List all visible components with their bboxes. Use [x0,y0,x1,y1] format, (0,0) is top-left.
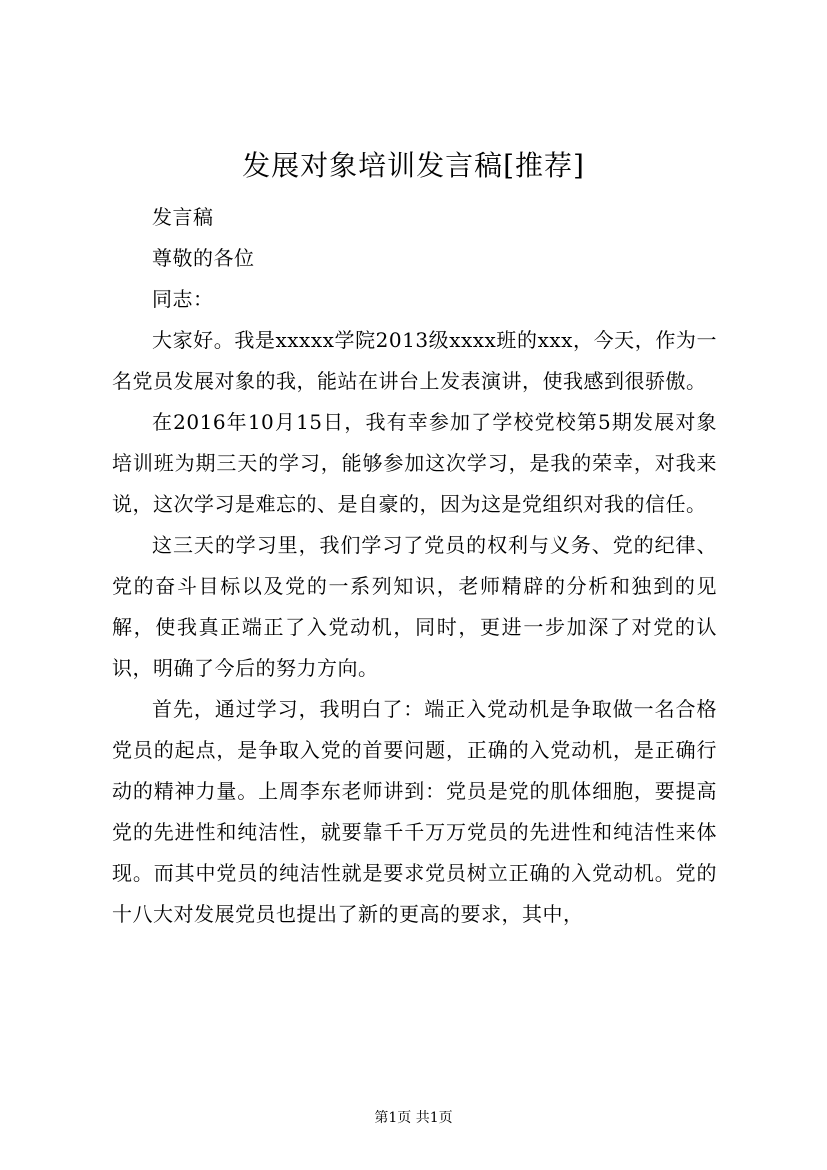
paragraph-greeting: 大家好。我是xxxxx学院2013级xxxx班的xxx，今天，作为一名党员发展对象的我，能站在讲台上发表演讲，使我感到很骄傲。 [112,328,717,393]
paragraph-salutation: 尊敬的各位 [152,246,255,270]
page-number-footer: 第1页 共1页 [374,1110,453,1126]
document-body [112,197,717,935]
paragraph-training-date: 在2016年10月15日，我有幸参加了学校党校第5期发展对象培训班为期三天的学习，能够参加这次学习，是我的荣幸，对我来说，这次学习是难忘的、是自豪的，因为这是党组织对我的信任。 [112,410,717,516]
paragraph-motivation: 首先，通过学习，我明白了：端正入党动机是争取做一名合格党员的起点，是争取入党的首要问题，正确的入党动机，是正确行动的精神力量。上周李东老师讲到：党员是党的肌体细胞，要提高党的先进性和纯洁性，就要靠千千万万党员的先进性和纯洁性来体现。而其中党员的纯洁性就是要求党员树立正确的入党动机。党的十八大对发展党员也提出了新的更高的要求，其中， [112,697,717,926]
paragraph-salutation-end: 同志： [152,287,214,311]
paragraph-heading: 发言稿 [152,205,214,229]
paragraph-learning-content: 这三天的学习里，我们学习了党员的权利与义务、党的纪律、党的奋斗目标以及党的一系列知识，老师精辟的分析和独到的见解，使我真正端正了入党动机，同时，更进一步加深了对党的认识，明确了今后的努力方向。 [112,533,717,680]
document-title: 发展对象培训发言稿[推荐] [242,149,585,182]
